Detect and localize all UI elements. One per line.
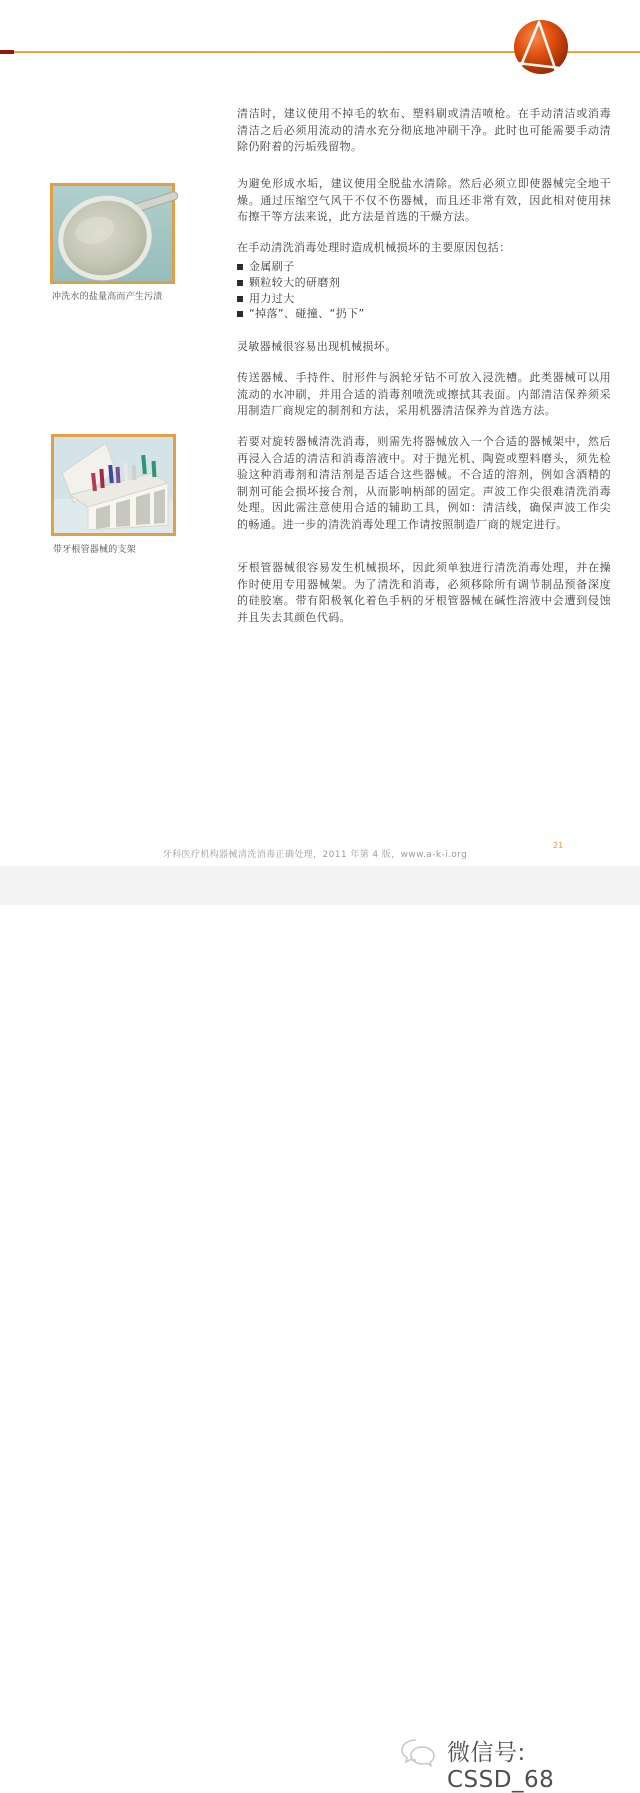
list-item: [237, 291, 611, 307]
figure-caption: 带牙根管器械的支架: [53, 545, 136, 555]
paragraph-transmission-instruments: 传送器械、手持件、肘形件与涡轮牙钻不可放入浸洗槽。此类器械可以用流动的水冲刷，并用合适的消毒剂喷洗或擦拭其表面。内部清洁保养须采用制造厂商规定的制剂和方法，采用机器清洁保养为首选方法。: [237, 371, 611, 417]
list-item-label: “掉落”、碰撞、“扔下”: [249, 307, 365, 321]
list-item: [237, 306, 611, 322]
root-canal-instrument-stand-photo: [54, 437, 173, 533]
bullet-square-icon: [237, 280, 243, 286]
paragraph-cleaning: 清洁时，建议使用不掉毛的软布、塑料刷或清洁喷枪。在手动清洁或消毒清洁之后必须用流动的清水充分彻底地冲刷干净。此时也可能需要手动清除仍附着的污垢残留物。: [237, 107, 611, 153]
damage-causes-intro: 在手动清洗消毒处理时造成机械损坏的主要原因包括：: [237, 241, 511, 254]
footer-source-line: 牙科医疗机构器械清洗消毒正确处理，2011 年第 4 版，www.a-k-i.org: [162, 850, 468, 860]
list-item: [237, 259, 611, 275]
paragraph-rotary-instruments: 若要对旋转器械清洗消毒，则需先将器械放入一个合适的器械架中，然后再浸入合适的清洁和消毒溶液中。对于抛光机、陶瓷或塑料磨头，须先检验这种消毒剂和清洁剂是否适合这些器械。不合适的溶剂，例如含酒精的制剂可能会损坏接合剂，从而影响柄部的固定。声波工作尖很难清洗消毒处理。因此需注意使用合适的辅助工具，例如：清洁线，确保声波工作尖的畅通。进一步的清洗消毒处理工作请按照制造厂商的规定进行。: [237, 435, 611, 531]
wechat-bar: [0, 866, 640, 1793]
paragraph-sensitive-instruments: 灵敏器械很容易出现机械损坏。: [237, 340, 397, 353]
aki-logo-icon: [513, 19, 569, 76]
figure-instrument-stand: [51, 434, 176, 536]
bullet-square-icon: [237, 311, 243, 317]
page-number: 21: [553, 841, 564, 850]
bullet-square-icon: [237, 296, 243, 302]
accent-rule-left-segment: [0, 50, 14, 54]
figure-caption: 冲洗水的盐量高而产生污渍: [52, 292, 163, 302]
list-item: [237, 275, 611, 291]
dental-mirror-photo: [53, 186, 172, 281]
figure-dental-mirror: [50, 183, 175, 284]
damage-causes-list: [237, 259, 611, 322]
list-item-label: 颗粒较大的研磨剂: [249, 275, 341, 289]
paragraph-root-canal-instruments: 牙根管器械很容易发生机械损坏，因此须单独进行清洗消毒处理，并在操作时使用专用器械架。为了清洗和消毒，必须移除所有调节制品预备深度的硅胶塞。带有阳极氧化着色手柄的牙根管器械在碱性溶液中会遭到侵蚀并且失去其颜色代码。: [237, 561, 611, 624]
list-item-label: 金属刷子: [249, 260, 295, 273]
wechat-id-label: 微信号: CSSD_68: [447, 1740, 555, 1793]
list-item-label: 用力过大: [249, 291, 295, 305]
bullet-square-icon: [237, 264, 243, 270]
paragraph-drying: 为避免形成水垢，建议使用全脱盐水清除。然后必须立即使器械完全地干燥。通过压缩空气风干不仅不伤器械，而且还非常有效，因此相对使用抹布擦干等方法来说，此方法是首选的干燥方法。: [237, 177, 611, 223]
wechat-icon: [399, 1737, 441, 1767]
